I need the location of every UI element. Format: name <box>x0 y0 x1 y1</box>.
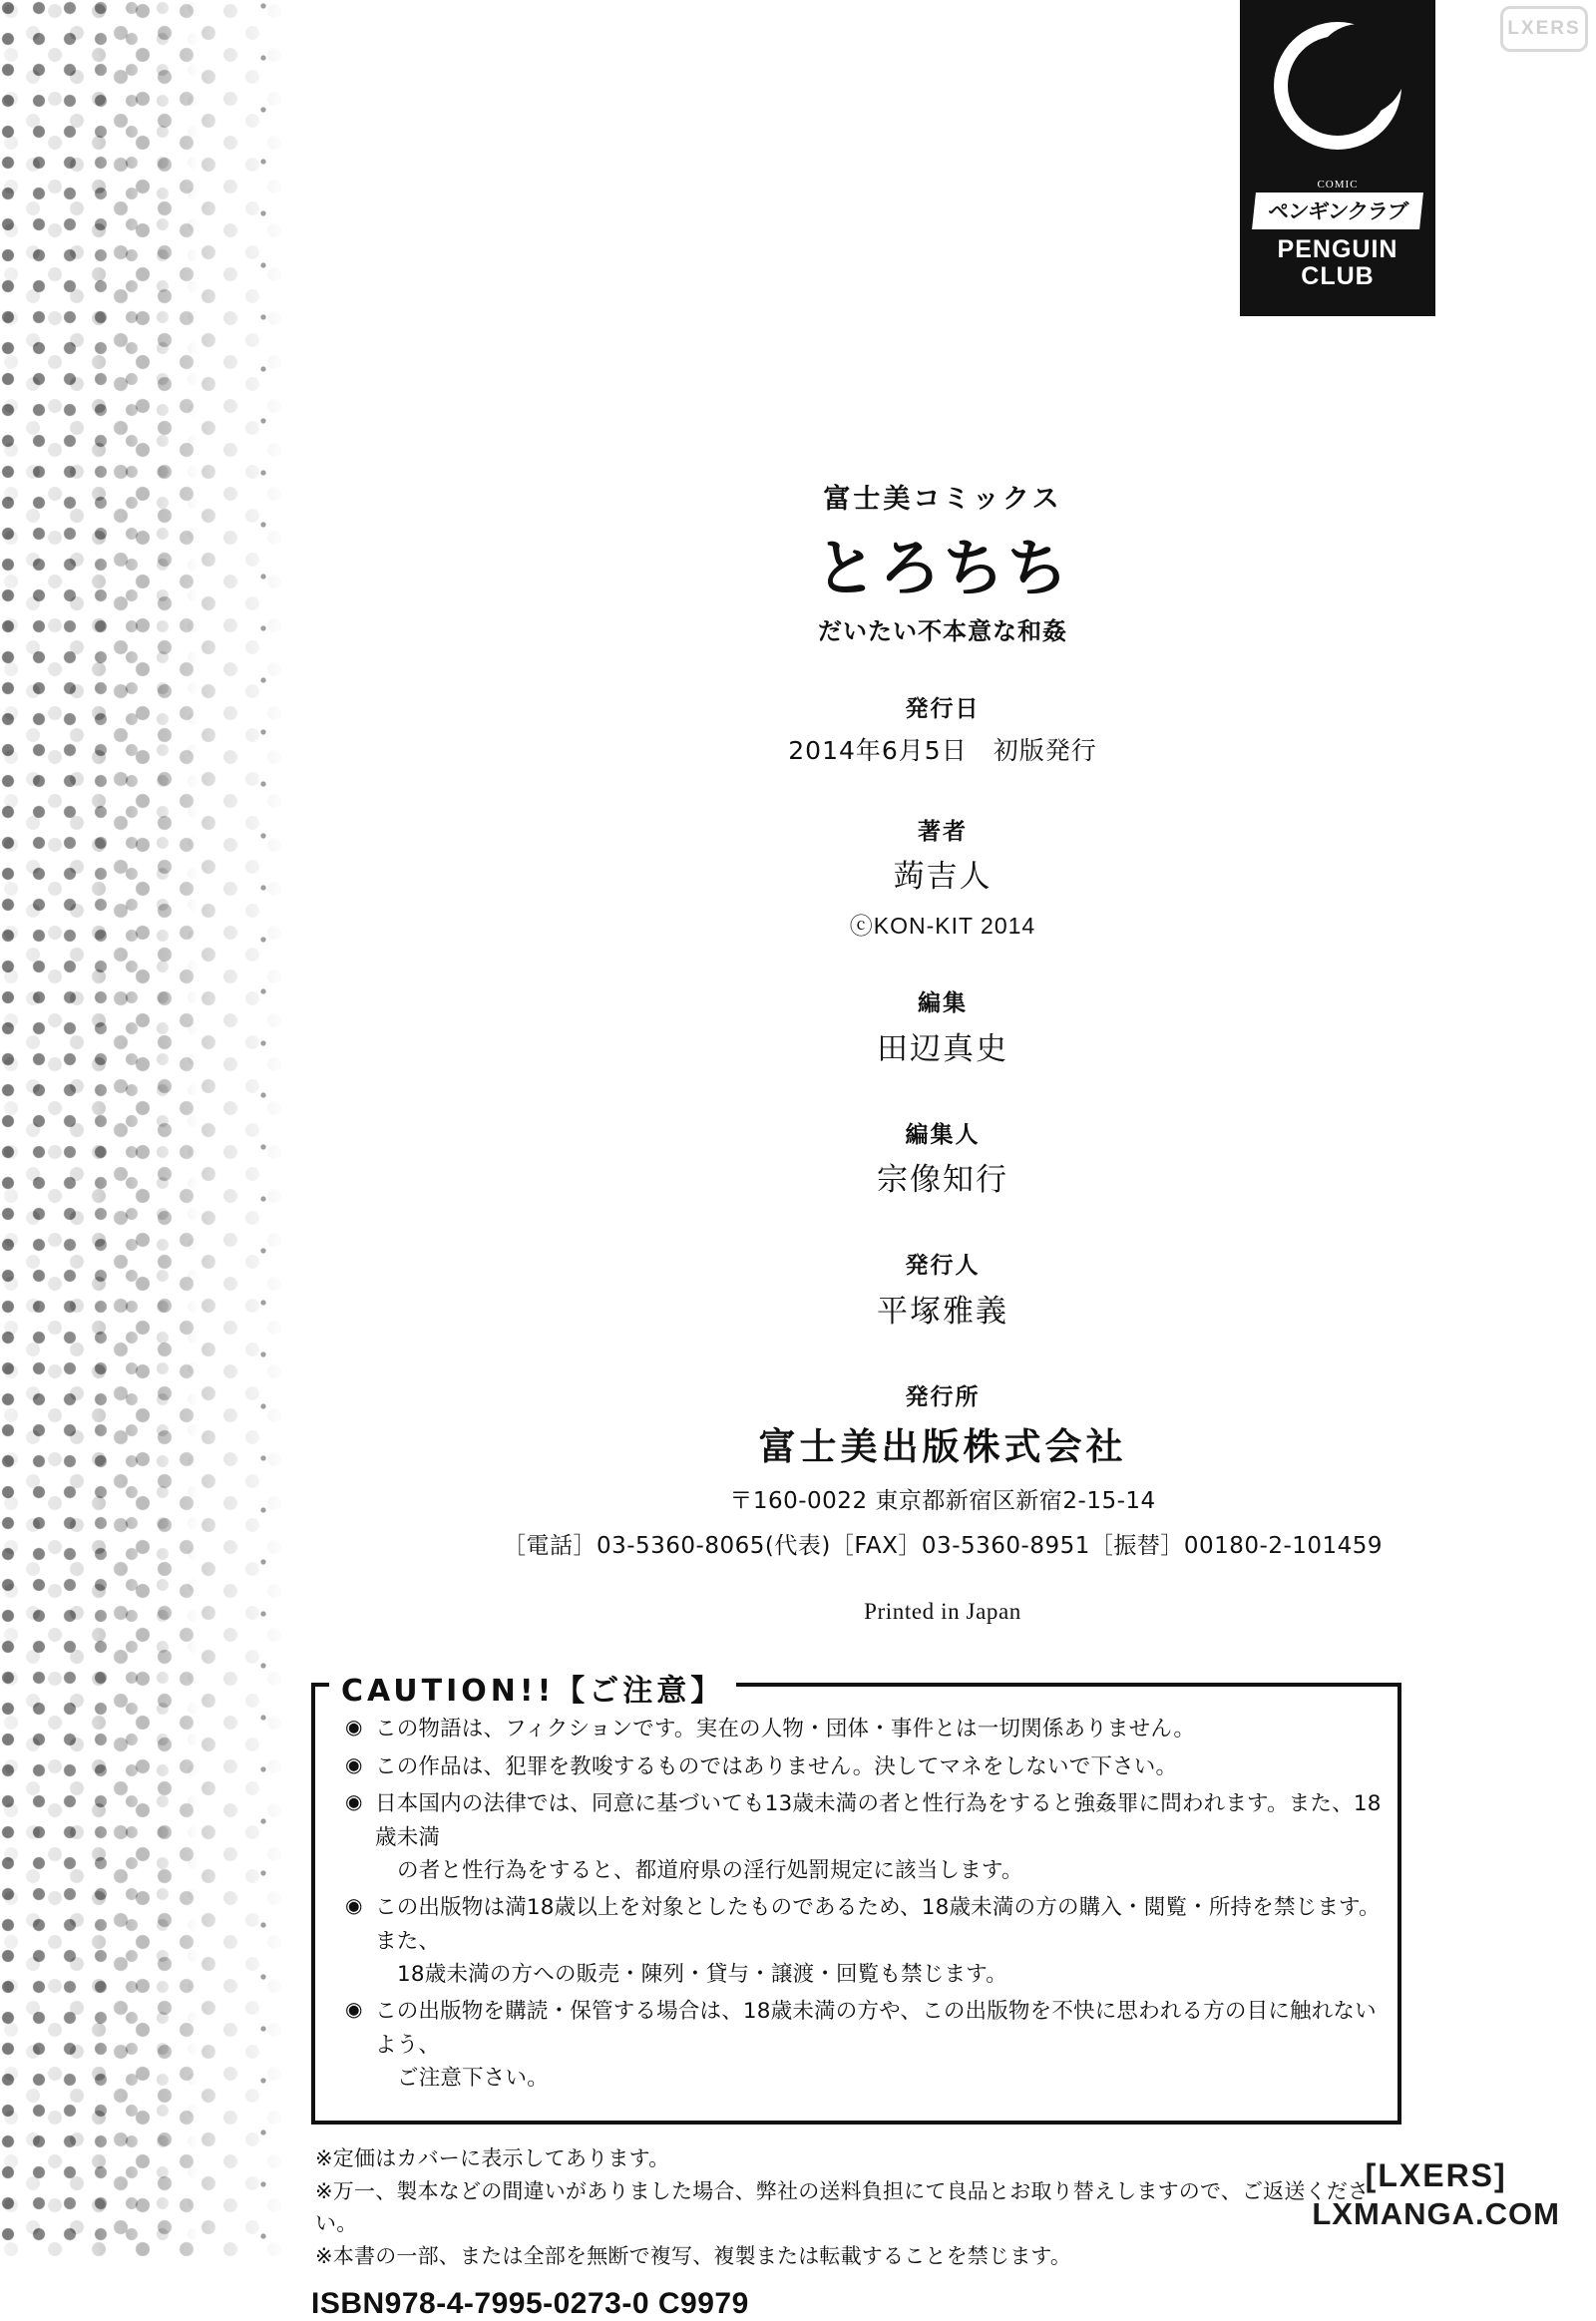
watermark-bottom: LXMANGA.COM <box>1312 2196 1560 2231</box>
field-author <box>289 815 1596 941</box>
field-value: 平塚雅義 <box>877 1293 1008 1330</box>
printed-in-japan: Printed in Japan <box>864 1598 1021 1624</box>
field-value: 宗像知行 <box>877 1162 1008 1199</box>
field-label: 発行所 <box>905 1383 981 1410</box>
halftone-edge-dots <box>257 0 271 2256</box>
colophon <box>289 0 1596 1625</box>
caution-item-continuation: ご注意下さい。 <box>397 2065 549 2091</box>
footnotes <box>311 2142 1401 2272</box>
footnote: ※定価はカバーに表示してあります。 <box>315 2146 670 2171</box>
caution-item-continuation: 18歳未満の方への販売・陳列・貸与・譲渡・回覧も禁じます。 <box>397 1961 1007 1987</box>
field-label: 編集 <box>918 990 968 1017</box>
publisher-contact: ［電話］03-5360-8065(代表)［FAX］03-5360-8951［振替］00180-2-101459 <box>502 1533 1384 1560</box>
field-publication-date <box>289 692 1596 769</box>
field-label: 発行日 <box>905 696 981 722</box>
caution-section <box>311 1674 1401 2321</box>
lxers-badge: LXERS <box>1500 6 1588 52</box>
caution-item-text: この出版物は満18歳以上を対象としたものであるため、18歳未満の方の購入・閲覧・所持を禁じます。また、 <box>375 1895 1381 1955</box>
caution-item-text: 日本国内の法律では、同意に基づいても13歳未満の者と性行為をすると強姦罪に問われます。また、18歳未満 <box>375 1791 1382 1851</box>
field-publisher-person <box>289 1249 1596 1334</box>
page-subtitle: だいたい不本意な和姦 <box>818 617 1067 645</box>
logo-name-line2: CLUB <box>1301 262 1375 290</box>
field-editor <box>289 986 1596 1071</box>
logo-comic-label: COMIC <box>1317 179 1359 191</box>
site-watermark <box>1312 2157 1560 2232</box>
field-publisher <box>289 1380 1596 1565</box>
list-item <box>345 1787 1382 1887</box>
list-item <box>345 1891 1382 1991</box>
field-label: 著者 <box>918 818 968 845</box>
field-label: 編集人 <box>905 1121 981 1148</box>
field-label: 発行人 <box>905 1253 981 1280</box>
field-value: 蒟吉人 <box>893 859 993 896</box>
isbn-code: ISBN978-4-7995-0273-0 C9979 <box>311 2286 749 2320</box>
list-item <box>345 1713 1382 1746</box>
caution-item-continuation: の者と性行為をすると、都道府県の淫行処罰規定に該当します。 <box>397 1857 1023 1883</box>
footnote: ※本書の一部、または全部を無断で複写、複製または転載することを禁じます。 <box>315 2244 1072 2269</box>
logo-name-line1: PENGUIN <box>1277 235 1398 263</box>
halftone-decoration-inner <box>0 0 200 2256</box>
field-value: 2014年6月5日 初版発行 <box>788 735 1097 765</box>
publisher-name: 富士美出版株式会社 <box>758 1425 1127 1468</box>
logo-kana-label: ペンギンクラブ <box>1252 193 1423 229</box>
list-item <box>345 1995 1382 2095</box>
imprint-label: 富士美コミックス <box>823 484 1062 515</box>
caution-list <box>345 1713 1382 2095</box>
list-item <box>345 1750 1382 1784</box>
caution-box <box>311 1674 1401 2125</box>
caution-item-text: この物語は、フィクションです。実在の人物・団体・事件とは一切関係ありません。 <box>375 1717 1196 1741</box>
caution-title: CAUTION!!【ご注意】 <box>329 1666 736 1710</box>
watermark-top: [LXERS] <box>1365 2157 1507 2193</box>
caution-item-text: この作品は、犯罪を教唆するものではありません。決してマネをしないで下さい。 <box>375 1753 1178 1779</box>
footnote: ※万一、製本などの間違いがありました場合、弊社の送料負担にて良品とお取り替えしますので、ご返送ください。 <box>315 2178 1370 2236</box>
field-editor-in-charge <box>289 1118 1596 1203</box>
publisher-address: 〒160-0022 東京都新宿区新宿2-15-14 <box>729 1487 1156 1514</box>
field-value: 田辺真史 <box>877 1030 1008 1067</box>
caution-item-text: この出版物を購読・保管する場合は、18歳未満の方や、この出版物を不快に思われる方の目に触れないよう、 <box>375 1999 1377 2059</box>
page-title: とろちち <box>814 532 1070 604</box>
copyright-line: ⓒKON-KIT 2014 <box>849 913 1036 940</box>
